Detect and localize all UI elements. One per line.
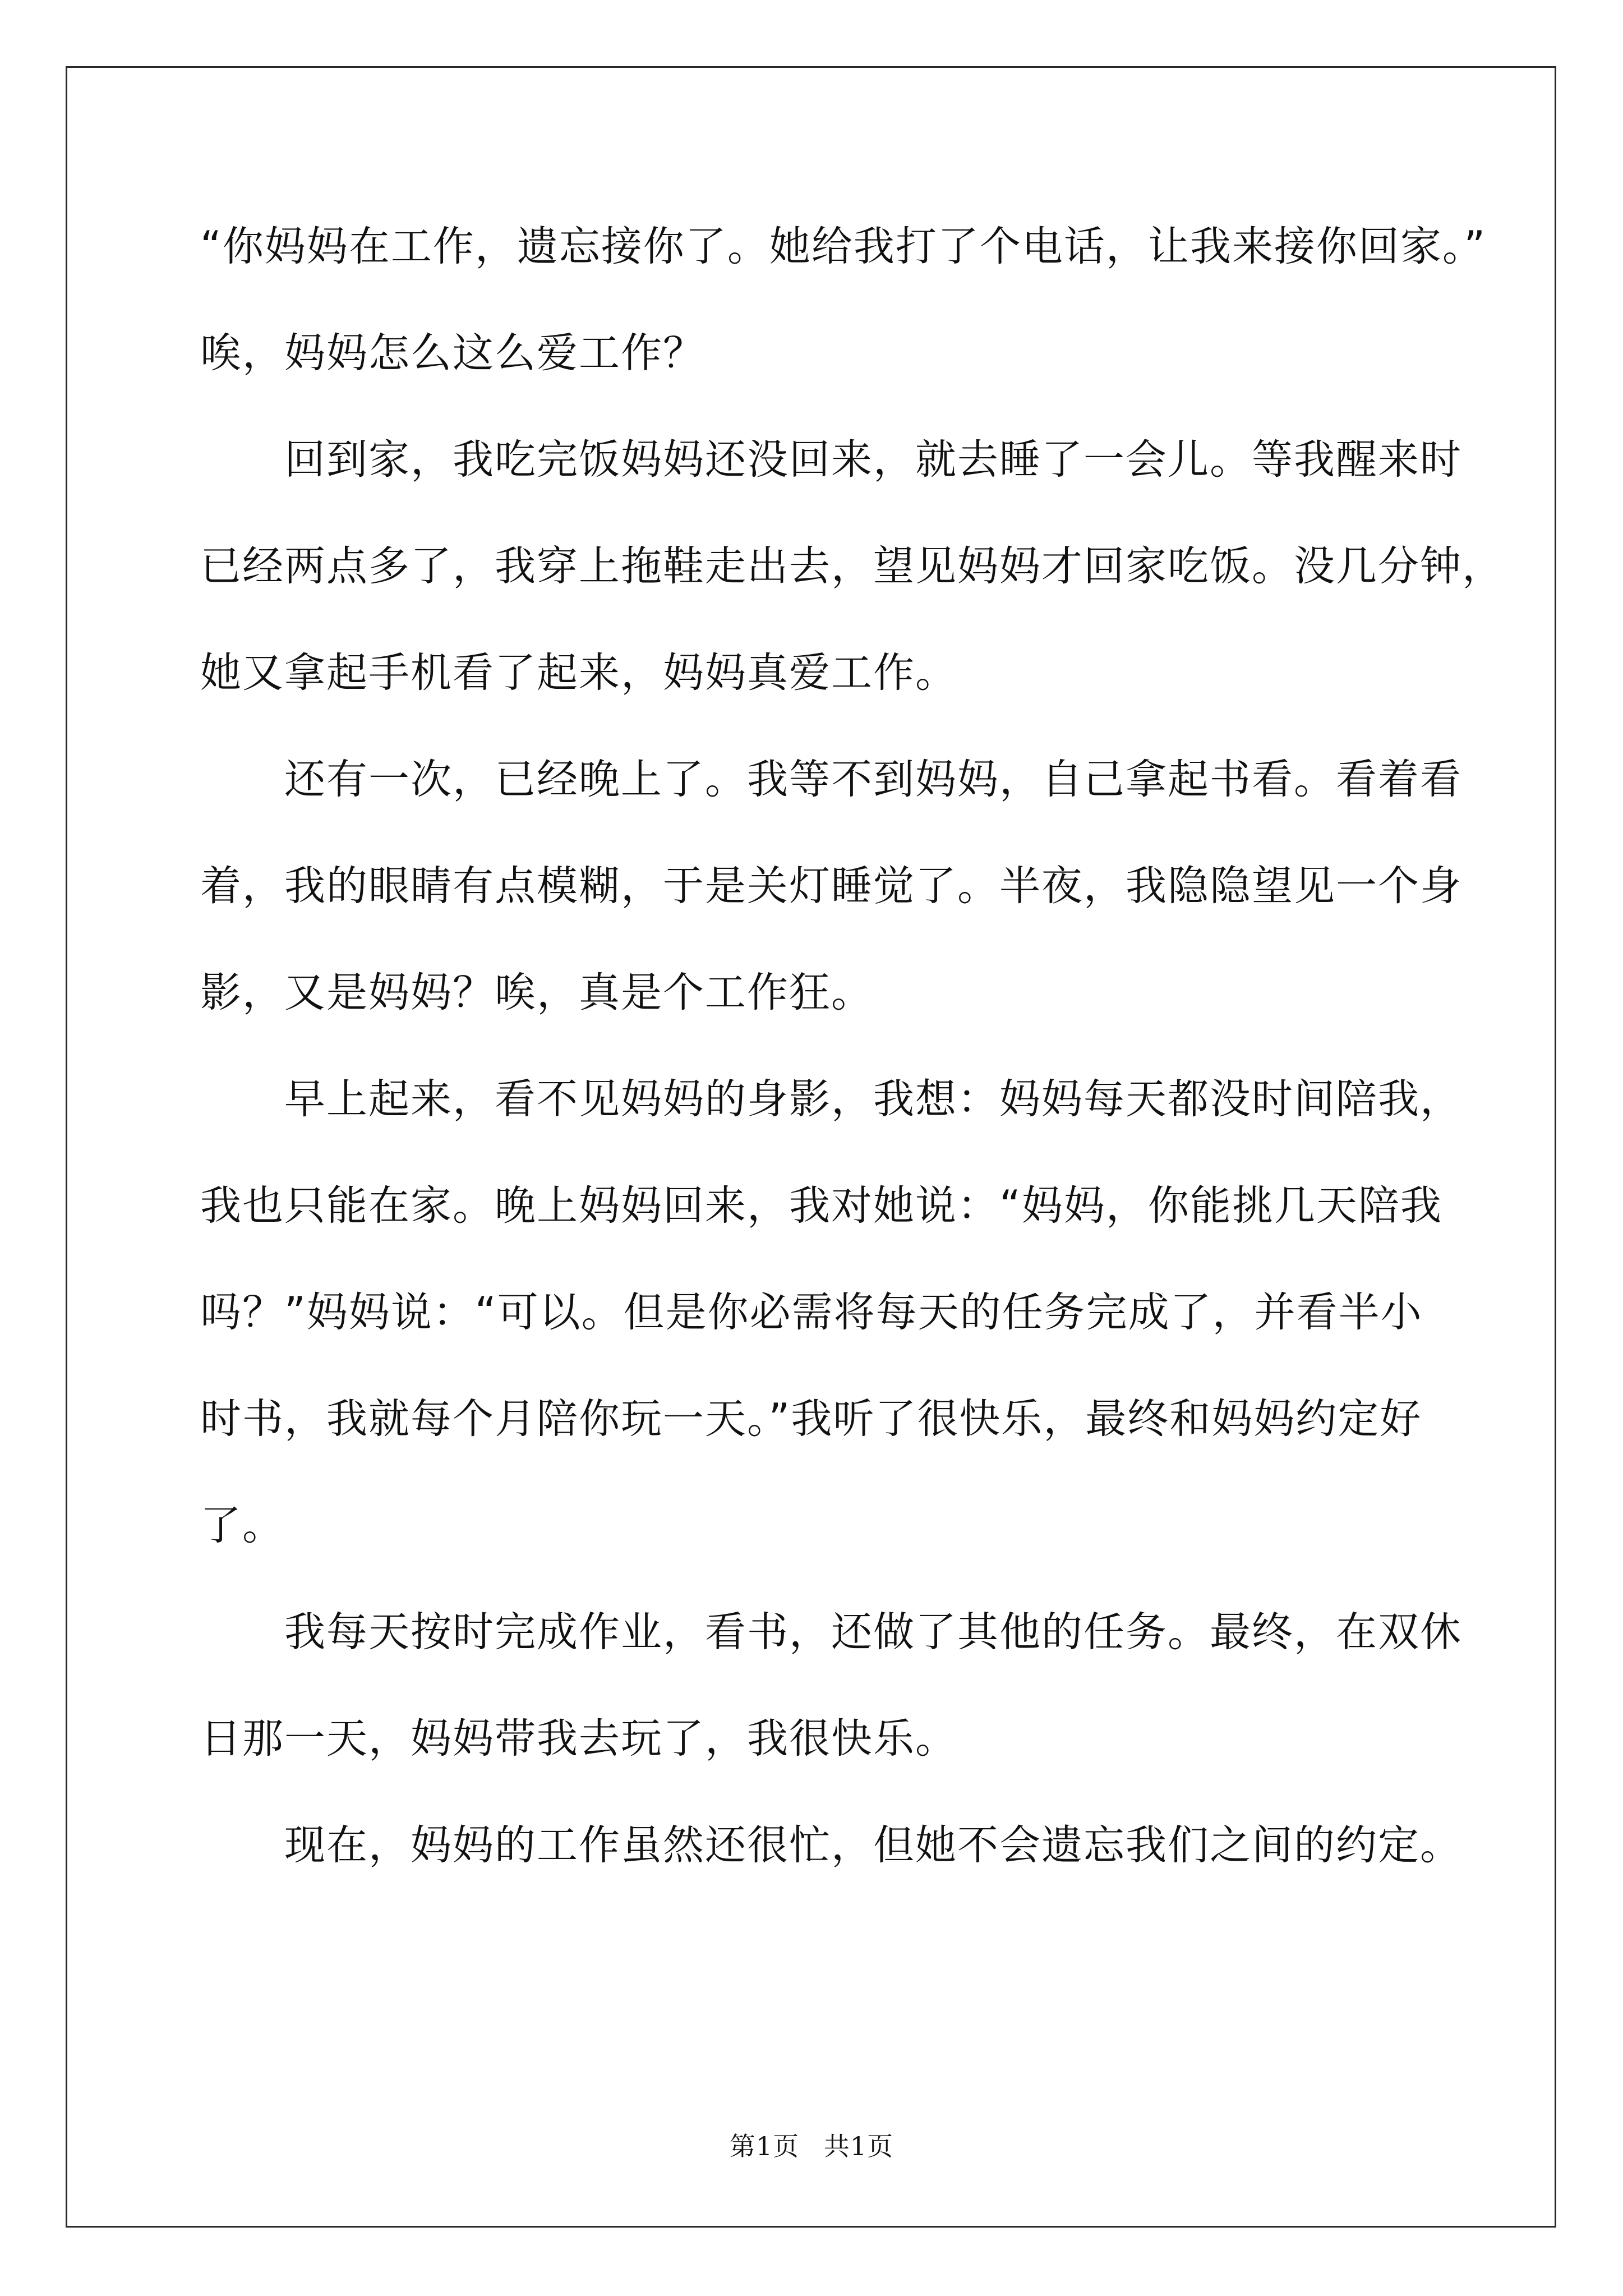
- text-line: 了。: [200, 1502, 284, 1549]
- page-total: 共1页: [823, 2131, 894, 2161]
- text-line: 影，又是妈妈？唉，真是个工作狂。: [200, 969, 873, 1016]
- page-footer: [0, 2126, 1623, 2163]
- text-line: “你妈妈在工作，遗忘接你了。她给我打了个电话，让我来接你回家。”: [200, 223, 1487, 270]
- text-line: 时书，我就每个月陪你玩一天。”我听了很快乐，最终和妈妈约定好: [200, 1395, 1422, 1443]
- text-line: 着，我的眼睛有点模糊，于是关灯睡觉了。半夜，我隐隐望见一个身: [200, 862, 1462, 910]
- text-line: 我每天按时完成作业，看书，还做了其他的任务。最终，在双休: [200, 1608, 1462, 1656]
- text-line: 已经两点多了，我穿上拖鞋走出去，望见妈妈才回家吃饭。没几分钟，: [200, 542, 1504, 590]
- text-line: 还有一次，已经晚上了。我等不到妈妈，自己拿起书看。看着看: [200, 756, 1462, 803]
- text-line: 吗？”妈妈说：“可以。但是你必需将每天的任务完成了，并看半小: [200, 1289, 1423, 1336]
- page-number: 第1页: [729, 2131, 800, 2161]
- text-line: 她又拿起手机看了起来，妈妈真爱工作。: [200, 649, 957, 697]
- document-body: [200, 194, 1504, 1899]
- text-line: 日那一天，妈妈带我去玩了，我很快乐。: [200, 1715, 957, 1763]
- text-line: 我也只能在家。晚上妈妈回来，我对她说：“妈妈，你能挑几天陪我: [200, 1182, 1442, 1230]
- text-line: 现在，妈妈的工作虽然还很忙，但她不会遗忘我们之间的约定。: [200, 1821, 1462, 1869]
- text-line: 回到家，我吃完饭妈妈还没回来，就去睡了一会儿。等我醒来时: [200, 436, 1462, 484]
- text-line: 早上起来，看不见妈妈的身影，我想：妈妈每天都没时间陪我，: [200, 1075, 1462, 1123]
- text-line: 唉，妈妈怎么这么爱工作？: [200, 329, 705, 377]
